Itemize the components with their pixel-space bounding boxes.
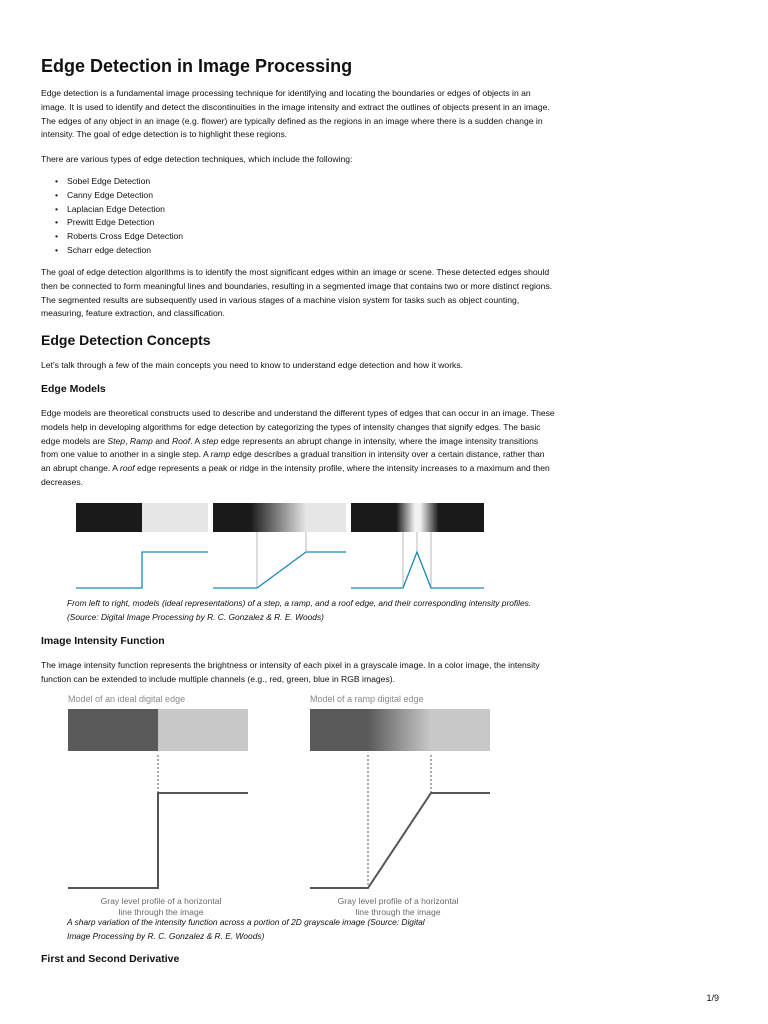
derivatives-heading: First and Second Derivative — [41, 953, 180, 965]
goal-paragraph: The goal of edge detection algorithms is to identify the most significant edges within an image or scene. These detected edges should then be connected to form meaningful lines and boundaries, resulting in a segmented image that contains two or more distinct regions. The segmented results are subsequently used in various stages of a machine vision system for tasks such as object counting, measuring, feature extraction, and classification. — [41, 267, 553, 319]
intro-paragraph: Edge detection is a fundamental image processing technique for identifying and locating the boundaries or edges of objects in an image. It is used to identify and detect the discontinuities in the image intensity and extract the outlines of objects present in an image. The edges of any object in an image (e.g. flower) are typically defined as the regions in an image where there is a sudden change in intensity. The goal of edge detection is to highlight these regions. — [41, 88, 550, 140]
edge-models-caption: From left to right, models (ideal representations) of a step, a ramp, and a roof edge, and their corresponding intensity profiles. (Source: Digital Image Processing by R. C. Gonzalez & R. E. Woods) — [67, 598, 532, 622]
roof-band — [351, 503, 484, 532]
intensity-caption: A sharp variation of the intensity function across a portion of 2D grayscale image (Source: Digital Image Processing by R. C. Gonzalez & R. E. Woods) — [67, 917, 425, 941]
ideal-light-block — [158, 709, 248, 751]
ramp-model-profile — [310, 793, 490, 888]
list-item: • Canny Edge Detection — [67, 189, 183, 203]
list-item: • Laplacian Edge Detection — [67, 203, 183, 217]
step-light-band — [142, 503, 208, 532]
list-item: • Sobel Edge Detection — [67, 175, 183, 189]
page-number: 1/9 — [706, 993, 719, 1003]
edge-models-heading: Edge Models — [41, 383, 106, 395]
page-title: Edge Detection in Image Processing — [41, 56, 353, 76]
ideal-edge-figure — [68, 694, 248, 917]
step-edge-model — [76, 503, 208, 588]
concepts-intro: Let's talk through a few of the main concepts you need to know to understand edge detection and how it works. — [41, 360, 464, 370]
intensity-function-paragraph: The image intensity function represents the brightness or intensity of each pixel in a grayscale image. In a color image, the intensity function can be extended to include multiple channels (e.g., red, green, blue in RGB images). — [41, 660, 540, 684]
edge-models-paragraph: Edge models are theoretical constructs used to describe and understand the different types of edges that can occur in an image. These models help in developing algorithms for edge detection by categorizing the types of intensity changes that signify edges. The basic edge models are Step, Ramp and Roof. A step edge represents an abrupt change in intensity, where the image intensity transitions from one value to another in a single step. A ramp edge describes a gradual transition in intensity over a certain distance, rather than an abrupt change. A roof edge represents a peak or ridge in the intensity profile, where the intensity increases to a maximum and then decreases. — [41, 408, 555, 487]
ramp-profile-caption-2: line through the image — [355, 907, 441, 917]
list-item: • Prewitt Edge Detection — [67, 216, 183, 230]
intensity-function-heading: Image Intensity Function — [41, 635, 165, 647]
ramp-profile — [213, 552, 346, 588]
ideal-profile-caption-1: Gray level profile of a horizontal — [100, 896, 222, 906]
ideal-edge-label: Model of an ideal digital edge — [68, 694, 186, 704]
step-dark-band — [76, 503, 142, 532]
techniques-intro: There are various types of edge detection techniques, which include the following: — [41, 154, 353, 164]
roof-profile — [351, 552, 484, 588]
step-profile — [76, 552, 208, 588]
ideal-profile-caption-2: line through the image — [118, 907, 204, 917]
ramp-edge-figure — [310, 694, 490, 917]
ideal-dark-block — [68, 709, 158, 751]
ramp-gradient-block — [310, 709, 490, 751]
concepts-heading: Edge Detection Concepts — [41, 332, 211, 348]
ramp-edge-model — [213, 503, 346, 588]
ramp-band — [213, 503, 346, 532]
list-item: • Scharr edge detection — [67, 244, 183, 258]
ideal-profile — [68, 793, 248, 888]
ramp-profile-caption-1: Gray level profile of a horizontal — [337, 896, 459, 906]
roof-edge-model — [351, 503, 484, 588]
ramp-edge-label: Model of a ramp digital edge — [310, 694, 424, 704]
list-item: • Roberts Cross Edge Detection — [67, 230, 183, 244]
